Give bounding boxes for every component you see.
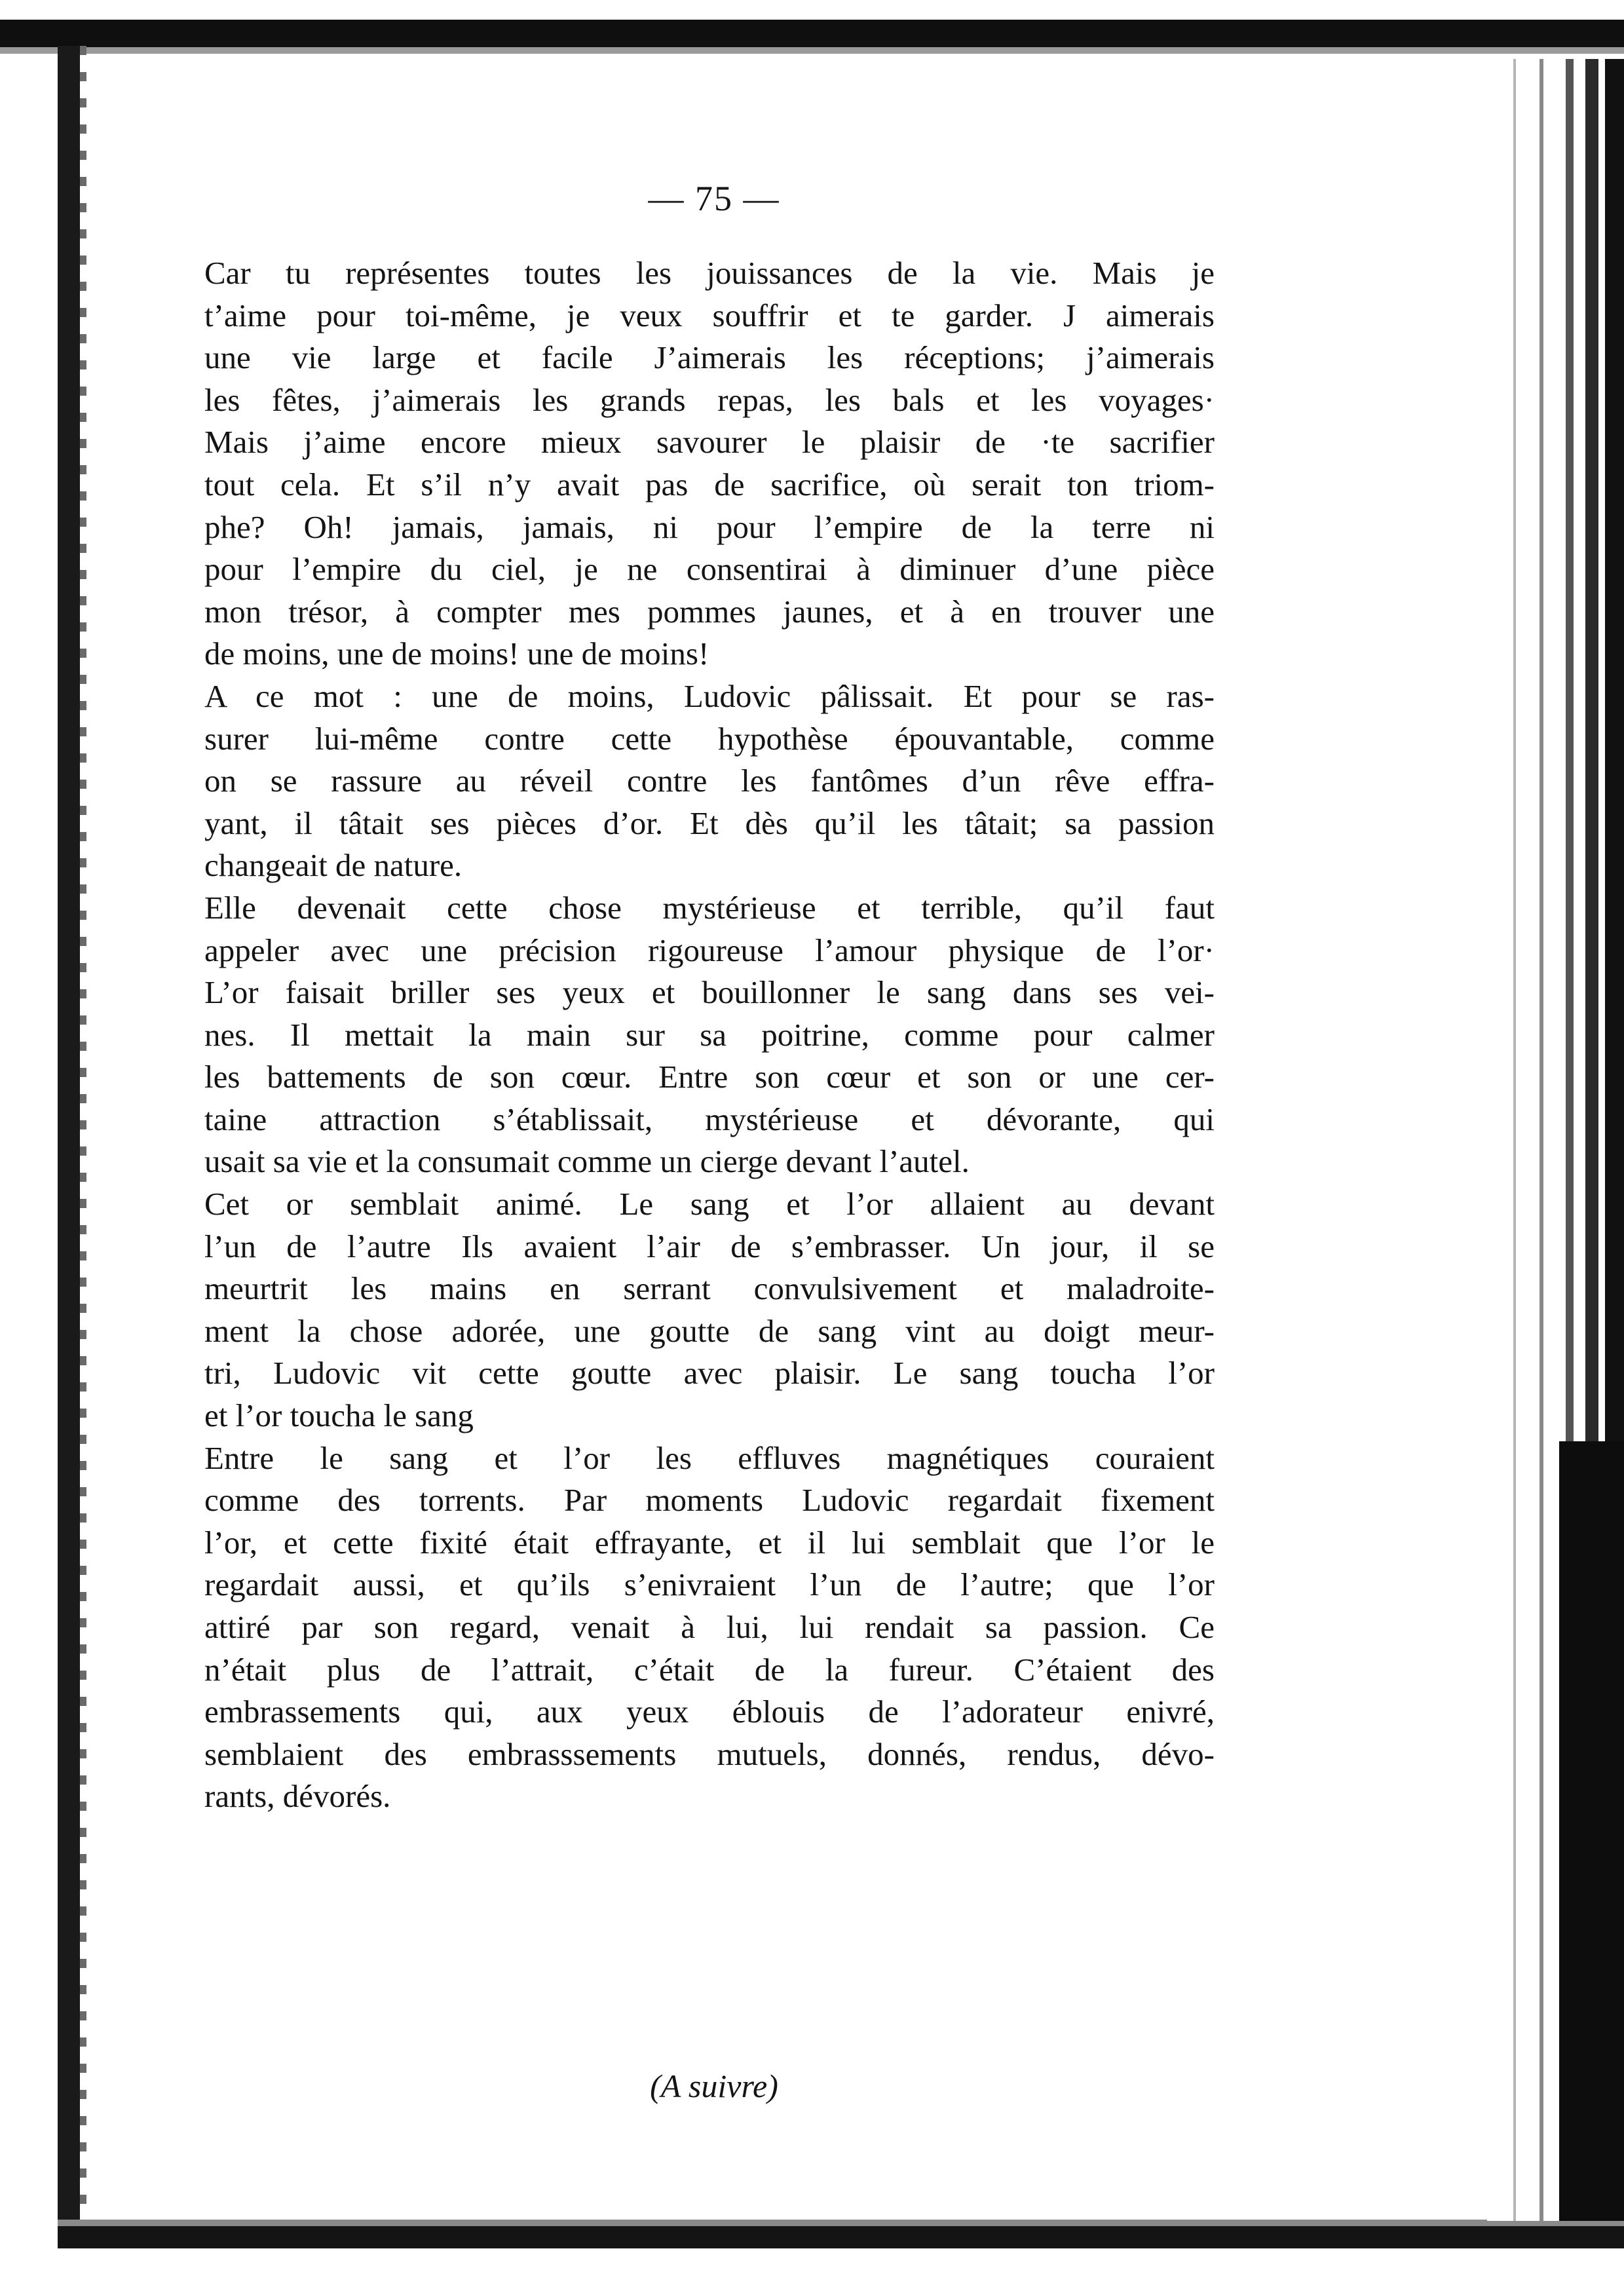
text-line: taine attraction s’établissait, mystérieuse et dévorante, qui (204, 1101, 1215, 1137)
text-line: on se rassure au réveil contre les fantômes d’un rêve effra- (204, 763, 1215, 799)
text-line: usait sa vie et la consumait comme un cierge devant l’autel. (204, 1143, 970, 1180)
scan-border-left (58, 46, 80, 2227)
text-line: t’aime pour toi-même, je veux souffrir et te garder. J aimerais (204, 297, 1215, 333)
text-line: Mais j’aime encore mieux savourer le plaisir de ·te sacrifier (204, 424, 1215, 461)
text-line: tri, Ludovic vit cette goutte avec plaisir. Le sang toucha l’or (204, 1355, 1215, 1392)
text-line: nes. Il mettait la main sur sa poitrine, comme pour calmer (204, 1016, 1215, 1053)
text-line: appeler avec une précision rigoureuse l’amour physique de l’or· (204, 932, 1215, 968)
text-line: Entre le sang et l’or les effluves magnétiques couraient (204, 1439, 1215, 1476)
text-line: L’or faisait briller ses yeux et bouillonner le sang dans ses vei- (204, 974, 1215, 1011)
scan-border-top (0, 20, 1624, 47)
text-line: les battements de son cœur. Entre son cœur et son or une cer- (204, 1059, 1215, 1095)
text-line: changeait de nature. (204, 847, 463, 884)
text-line: phe? Oh! jamais, jamais, ni pour l’empire de la terre ni (204, 508, 1215, 545)
text-line: mon trésor, à compter mes pommes jaunes, et à en trouver une (204, 593, 1215, 630)
text-line: attiré par son regard, venait à lui, lui rendait sa passion. Ce (204, 1609, 1215, 1645)
to-be-continued: (A suivre) (650, 2068, 778, 2104)
text-line: regardait aussi, et qu’ils s’enivraient l’un de l’autre; que l’or (204, 1566, 1215, 1603)
text-line: embrassements qui, aux yeux éblouis de l’adorateur enivré, (204, 1694, 1215, 1730)
text-line: meurtrit les mains en serrant convulsivement et maladroite- (204, 1270, 1215, 1307)
text-line: Elle devenait cette chose mystérieuse et terrible, qu’il faut (204, 889, 1215, 926)
text-line: Car tu représentes toutes les jouissances de la vie. Mais je (204, 255, 1215, 291)
text-line: Cet or semblait animé. Le sang et l’or allaient au devant (204, 1186, 1215, 1222)
page-number: — 75 — (648, 179, 780, 218)
text-line: une vie large et facile J’aimerais les réceptions; j’aimerais (204, 339, 1215, 376)
text-line: l’un de l’autre Ils avaient l’air de s’embrasser. Un jour, il se (204, 1228, 1215, 1264)
scan-border-bottom-fade (58, 2220, 1624, 2226)
text-line: A ce mot : une de moins, Ludovic pâlissait. Et pour se ras- (204, 677, 1215, 714)
scan-border-bottom (58, 2226, 1624, 2248)
text-line: l’or, et cette fixité était effrayante, et il lui semblait que l’or le (204, 1524, 1215, 1561)
text-line: yant, il tâtait ses pièces d’or. Et dès qu’il les tâtait; sa passion (204, 805, 1215, 841)
text-line: les fêtes, j’aimerais les grands repas, les bals et les voyages· (204, 381, 1215, 418)
text-line: comme des torrents. Par moments Ludovic regardait fixement (204, 1482, 1215, 1519)
text-line: n’était plus de l’attrait, c’était de la fureur. C’étaient des (204, 1651, 1215, 1688)
body-text (204, 252, 1215, 1818)
text-line: pour l’empire du ciel, je ne consentirai à diminuer d’une pièce (204, 551, 1215, 588)
text-line: et l’or toucha le sang (204, 1397, 474, 1434)
text-line: ment la chose adorée, une goutte de sang vint au doigt meur- (204, 1312, 1215, 1349)
text-line: semblaient des embrasssements mutuels, donnés, rendus, dévo- (204, 1735, 1215, 1772)
text-line: surer lui-même contre cette hypothèse épouvantable, comme (204, 720, 1215, 757)
text-line: tout cela. Et s’il n’y avait pas de sacrifice, où serait ton triom- (204, 466, 1215, 502)
text-line: rants, dévorés. (204, 1778, 391, 1815)
scan-border-left-speckle (80, 46, 86, 2227)
text-line: de moins, une de moins! une de moins! (204, 635, 709, 672)
scan-page-edge-right-lower (1559, 1441, 1624, 2221)
scan-border-top-fade (0, 47, 1624, 54)
